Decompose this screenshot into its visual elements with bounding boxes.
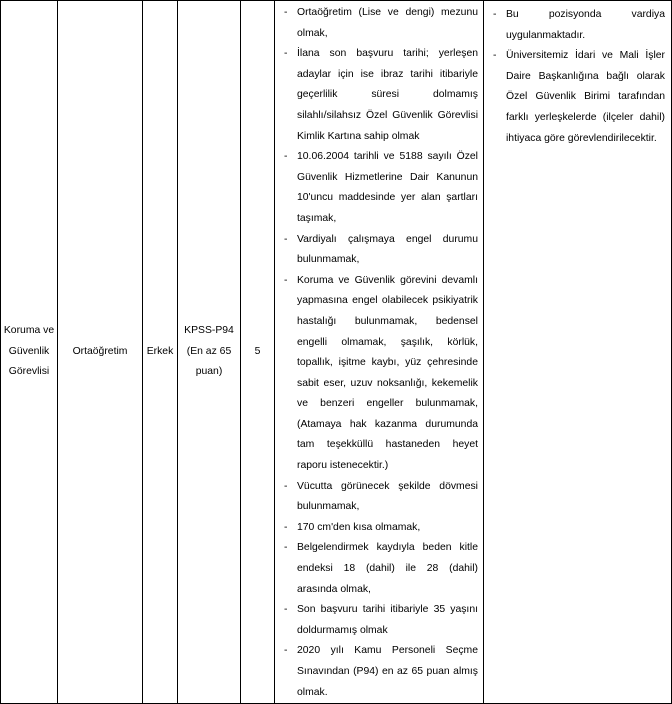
requirement-text: Vücutta görünecek şekilde dövmesi bulunmamak,	[297, 480, 478, 513]
exam-line: puan)	[195, 366, 223, 378]
list-item	[284, 147, 478, 229]
dash-bullet: -	[284, 151, 288, 163]
requirement-text: Son başvuru tarihi itibariyle 35 yaşını doldurmamış olmak	[297, 604, 478, 636]
dash-bullet: -	[284, 521, 288, 533]
list-item	[284, 600, 478, 641]
dash-bullet: -	[493, 50, 497, 62]
position-line: Güvenlik	[8, 345, 50, 357]
list-item	[284, 477, 478, 518]
note-text: Üniversitemiz İdari ve Mali İşler Daire Başkanlığına bağlı olarak Özel Güvenlik Birimi tarafından farklı yerleşkelerde (ilçeler dahil) ihtiyaca göre görevlendirilecektir.	[506, 50, 665, 144]
list-item	[284, 538, 478, 600]
list-item	[284, 271, 478, 477]
requirements-list	[284, 3, 478, 703]
exam-line: (En az 65	[186, 345, 232, 357]
notes-cell	[484, 1, 672, 704]
notes-list	[493, 5, 665, 149]
requirement-text: 2020 yılı Kamu Personeli Seçme Sınavından (P94) en az 65 puan almış olmak.	[297, 645, 478, 698]
dash-bullet: -	[284, 233, 288, 245]
position-line: Görevlisi	[8, 366, 50, 378]
requirement-text: Belgelendirmek kaydıyla beden kitle endeksi 18 (dahil) ile 28 (dahil) arasında olmak,	[297, 542, 478, 595]
dash-bullet: -	[493, 9, 497, 20]
list-item	[284, 641, 478, 703]
list-item	[284, 44, 478, 147]
requirement-text: 10.06.2004 tarihli ve 5188 sayılı Özel Güvenlik Hizmetlerine Dair Kanunun 10'uncu maddesinde yer alan şartları taşımak,	[297, 151, 478, 224]
position-line: Koruma ve	[3, 325, 55, 337]
requirements-cell	[275, 1, 484, 704]
dash-bullet: -	[284, 480, 288, 492]
position-cell	[1, 1, 58, 704]
dash-bullet: -	[284, 542, 288, 554]
dash-bullet: -	[284, 7, 288, 18]
requirement-text: 170 cm'den kısa olmamak,	[297, 521, 421, 533]
dash-bullet: -	[284, 604, 288, 616]
requirement-text: Ortaöğretim (Lise ve dengi) mezunu olmak,	[297, 7, 478, 39]
table-row	[1, 1, 672, 704]
note-text: Bu pozisyonda vardiya uygulanmaktadır.	[506, 9, 665, 41]
dash-bullet: -	[284, 645, 288, 657]
count-cell: 5	[241, 1, 275, 704]
list-item	[284, 518, 478, 539]
dash-bullet: -	[284, 274, 288, 286]
list-item	[493, 5, 665, 46]
gender-cell: Erkek	[143, 1, 178, 704]
list-item	[284, 3, 478, 44]
requirement-text: İlana son başvuru tarihi; yerleşen adaylar için ise ibraz tarihi itibariyle geçerlilik süresi dolmamış silahlı/silahsız Özel Güvenlik Görevlisi Kimlik Kartına sahip olmak	[297, 48, 478, 142]
requirement-text: Vardiyalı çalışmaya engel durumu bulunmamak,	[297, 233, 478, 266]
list-item	[493, 46, 665, 149]
exam-cell	[178, 1, 241, 704]
education-cell: Ortaöğretim	[58, 1, 143, 704]
requirement-text: Koruma ve Güvenlik görevini devamlı yapmasına engel olabilecek psikiyatrik hastalığı bulunmamak, bedensel engelli olmamak, şaşılık, körlük, topallık, işitme kaybı, yüz çehresinde sabit eser, uzuv noksanlığı, kekemelik ve benzeri engeller bulunmamak, (Atamaya hak kazanma durumunda tam teşekküllü hastaneden heyet raporu istenecektir.)	[297, 274, 478, 472]
list-item	[284, 230, 478, 271]
exam-line: KPSS-P94	[184, 325, 234, 337]
dash-bullet: -	[284, 48, 288, 60]
